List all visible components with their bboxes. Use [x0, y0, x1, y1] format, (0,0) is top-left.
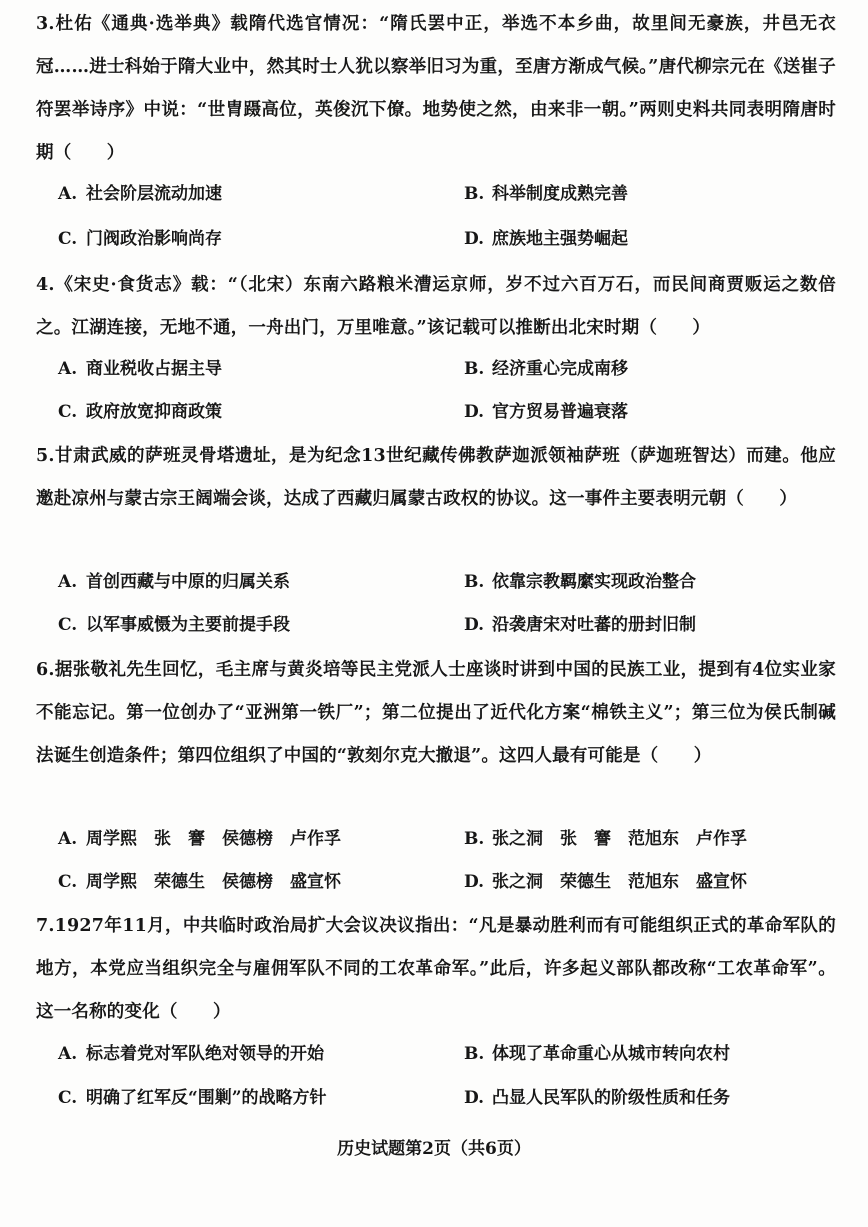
option-letter: A. [58, 829, 78, 849]
option-letter: C. [58, 1088, 78, 1108]
question-text: 据张敬礼先生回忆，毛主席与黄炎培等民主党派人士座谈时讲到中国的民族工业，提到有4位实业家不能忘记。第一位创办了“亚洲第一铁厂”；第二位提出了近代化方案“棉铁主义”；第三位为侯氏制碱法诞生创造条件；第四位组织了中国的“敦刻尔克大撤退”。这四人最有可能是（ ） [36, 660, 836, 766]
question-4-stem [36, 264, 836, 350]
option-4d[interactable] [464, 401, 628, 423]
option-5c[interactable] [58, 614, 290, 636]
question-text: 《宋史·食货志》载：“（北宋）东南六路粮米漕运京师，岁不过六百万石，而民间商贾贩运之数倍之。江湖连接，无地不通，一舟出门，万里唯意。”该记载可以推断出北宋时期（ ） [36, 275, 836, 338]
option-text: 明确了红军反“围剿”的战略方针 [86, 1088, 327, 1108]
question-number: 6. [36, 660, 55, 680]
option-text: 张之洞 荣德生 范旭东 盛宣怀 [492, 872, 747, 892]
option-letter: B. [464, 184, 485, 204]
option-letter: D. [464, 615, 485, 635]
option-letter: A. [58, 359, 78, 379]
option-7a[interactable] [58, 1043, 324, 1065]
option-text: 社会阶层流动加速 [86, 184, 222, 204]
option-text: 张之洞 张 謇 范旭东 卢作孚 [492, 829, 747, 849]
question-5-stem [36, 435, 836, 521]
option-letter: A. [58, 184, 78, 204]
option-3c[interactable] [58, 228, 222, 250]
question-number: 7. [36, 916, 55, 936]
option-letter: C. [58, 229, 78, 249]
question-3-stem [36, 3, 836, 175]
option-letter: A. [58, 572, 78, 592]
option-6c[interactable] [58, 871, 341, 893]
page-footer: 历史试题第2页（共6页） [337, 1139, 531, 1159]
option-3d[interactable] [464, 228, 628, 250]
option-letter: B. [464, 1044, 485, 1064]
option-3b[interactable] [464, 183, 628, 205]
option-text: 标志着党对军队绝对领导的开始 [86, 1044, 324, 1064]
option-4c[interactable] [58, 401, 222, 423]
option-text: 官方贸易普遍衰落 [492, 402, 628, 422]
question-text: 1927年11月，中共临时政治局扩大会议决议指出：“凡是暴动胜利而有可能组织正式的革命军队的地方，本党应当组织完全与雇佣军队不同的工农革命军。”此后，许多起义部队都改称“工农革命军”。这一名称的变化（ ） [36, 916, 836, 1022]
option-5d[interactable] [464, 614, 696, 636]
option-text: 庶族地主强势崛起 [492, 229, 628, 249]
option-text: 政府放宽抑商政策 [86, 402, 222, 422]
option-3a[interactable] [58, 183, 222, 205]
option-letter: D. [464, 872, 485, 892]
option-4a[interactable] [58, 358, 222, 380]
option-letter: B. [464, 572, 485, 592]
option-letter: D. [464, 229, 485, 249]
option-text: 经济重心完成南移 [492, 359, 628, 379]
question-6-stem [36, 649, 836, 778]
option-6d[interactable] [464, 871, 747, 893]
option-letter: B. [464, 359, 485, 379]
option-text: 首创西藏与中原的归属关系 [86, 572, 290, 592]
question-number: 3. [36, 14, 55, 34]
option-letter: C. [58, 402, 78, 422]
question-7-stem [36, 905, 836, 1034]
question-number: 4. [36, 275, 55, 295]
option-4b[interactable] [464, 358, 628, 380]
option-7d[interactable] [464, 1087, 730, 1109]
option-text: 科举制度成熟完善 [492, 184, 628, 204]
option-7c[interactable] [58, 1087, 327, 1109]
question-text: 甘肃武威的萨班灵骨塔遗址，是为纪念13世纪藏传佛教萨迦派领袖萨班（萨迦班智达）而建。他应邀赴凉州与蒙古宗王阔端会谈，达成了西藏归属蒙古政权的协议。这一事件主要表明元朝（ ） [36, 446, 836, 509]
option-5b[interactable] [464, 571, 696, 593]
question-number: 5. [36, 446, 55, 466]
option-6b[interactable] [464, 828, 747, 850]
option-text: 周学熙 荣德生 侯德榜 盛宣怀 [86, 872, 341, 892]
option-letter: A. [58, 1044, 78, 1064]
option-letter: C. [58, 872, 78, 892]
option-letter: D. [464, 1088, 485, 1108]
option-letter: B. [464, 829, 485, 849]
option-text: 凸显人民军队的阶级性质和任务 [492, 1088, 730, 1108]
option-letter: C. [58, 615, 78, 635]
option-text: 商业税收占据主导 [86, 359, 222, 379]
option-text: 沿袭唐宋对吐蕃的册封旧制 [492, 615, 696, 635]
option-text: 以军事威慑为主要前提手段 [86, 615, 290, 635]
option-letter: D. [464, 402, 485, 422]
option-5a[interactable] [58, 571, 290, 593]
option-text: 体现了革命重心从城市转向农村 [492, 1044, 730, 1064]
question-text: 杜佑《通典·选举典》载隋代选官情况：“隋氏罢中正，举选不本乡曲，故里间无豪族，井邑无衣冠……进士科始于隋大业中，然其时士人犹以察举旧习为重，至唐方渐成气候。”唐代柳宗元在《送崔子符罢举诗序》中说：“世胄蹑高位，英俊沉下僚。地势使之然，由来非一朝。”两则史料共同表明隋唐时期（ ） [36, 14, 836, 163]
option-text: 依靠宗教羁縻实现政治整合 [492, 572, 696, 592]
option-6a[interactable] [58, 828, 341, 850]
option-text: 周学熙 张 謇 侯德榜 卢作孚 [86, 829, 341, 849]
option-7b[interactable] [464, 1043, 730, 1065]
option-text: 门阀政治影响尚存 [86, 229, 222, 249]
